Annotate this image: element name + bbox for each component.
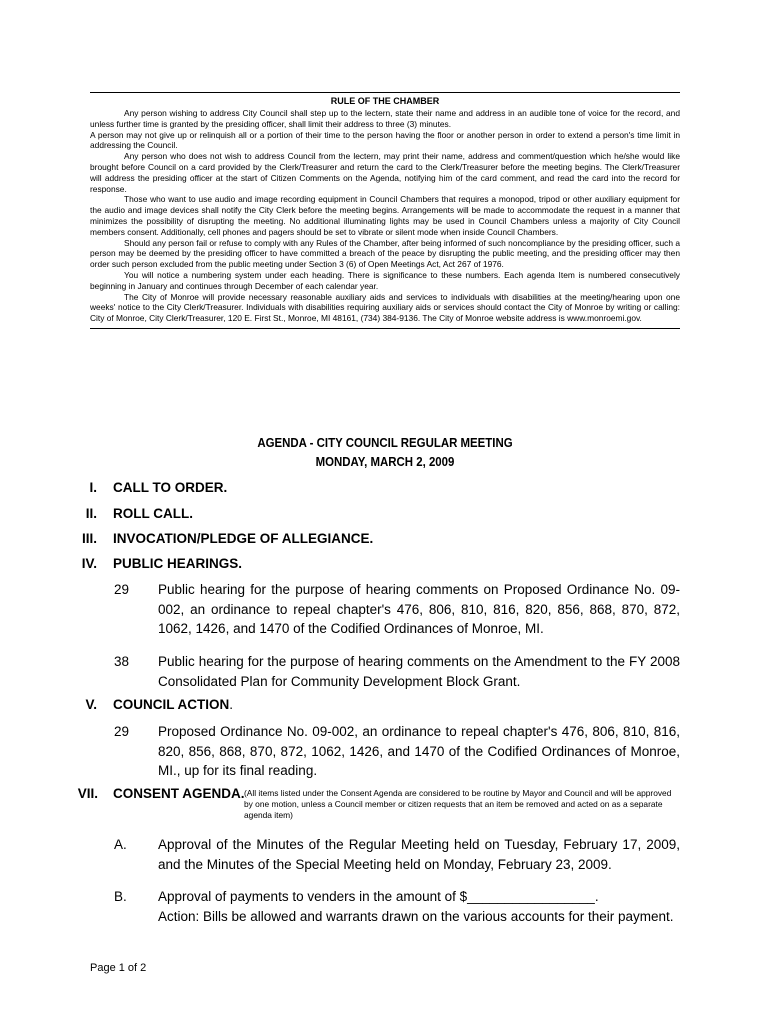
section-label: COUNCIL ACTION. xyxy=(113,697,234,712)
rules-paragraph-2: A person may not give up or relinquish all or a portion of their time to the person having the floor or another person in order to extend a person's time limit in addressing the Council. xyxy=(90,129,680,151)
payment-line: Approval of payments to venders in the amount of $_________________. xyxy=(158,889,599,904)
item-letter: B. xyxy=(114,889,127,904)
section-number: I. xyxy=(89,480,97,495)
rules-paragraph-4: Those who want to use audio and image recording equipment in Council Chambers that requires a monopod, tripod or other auxiliary equipment for the audio and image devices shall notify the City Clerk before the meeting begins. Arrangements will be made to accommodate the request in a manner that minimizes the possibility of disrupting the meeting. No additional illuminating lights may be used in Council Chambers unless a majority of City Council members consent. Additionally, cell phones and pagers should be set to vibrate or silent mode when inside Council Chambers. xyxy=(90,194,680,237)
section-number: VII. xyxy=(77,786,98,801)
agenda-title: AGENDA - CITY COUNCIL REGULAR MEETING xyxy=(257,435,513,450)
item-number: 29 xyxy=(114,724,130,739)
rules-paragraph-1: Any person wishing to address City Council shall step up to the lectern, state their name and address in an audible tone of voice for the record, and unless further time is granted by the presiding officer, shall limit their address to three (3) minutes. xyxy=(90,108,680,129)
agenda-date: MONDAY, MARCH 2, 2009 xyxy=(315,454,455,469)
section-label: CONSENT AGENDA. xyxy=(113,786,245,801)
rules-paragraph-6: You will notice a numbering system under each heading. There is significance to these numbers. Each agenda Item is numbered consecutively beginning in January and continues through December of each calendar year. xyxy=(90,269,680,291)
section-label: CALL TO ORDER. xyxy=(113,480,228,495)
section-number: II. xyxy=(85,506,97,521)
item-text: Proposed Ordinance No. 09-002, an ordinance to repeal chapter's 476, 806, 810, 816, 820, 856, 868, 870, 872, 1062, 1426, and 1470 of the Codified Ordinances of Monroe, MI., up for its final reading. xyxy=(158,724,680,778)
item-text xyxy=(158,887,680,926)
section-label: PUBLIC HEARINGS. xyxy=(113,556,243,571)
section-label: ROLL CALL. xyxy=(113,506,193,521)
item-text: Public hearing for the purpose of hearing comments on Proposed Ordinance No. 09-002, an ordinance to repeal chapter's 476, 806, 810, 816, 820, 856, 868, 870, 872, 1062, 1426, and 1470 of the Codified Ordinances of Monroe, MI. xyxy=(158,582,680,636)
page-number: Page 1 of 2 xyxy=(90,962,147,974)
rules-title: RULE OF THE CHAMBER xyxy=(330,96,440,106)
section-number: V. xyxy=(85,697,97,712)
section-number: III. xyxy=(81,531,97,546)
rules-paragraph-3: Any person who does not wish to address Council from the lectern, may print their name, address and comment/question which he/she would like brought before Council on a card provided by the Clerk/Treasurer and return the card to the Clerk/Treasurer before the meeting begins. The Clerk/Treasurer will address the presiding officer at the start of Citizen Comments on the Agenda, notifying him of the card comment, and read the card into the record for response. xyxy=(90,151,680,194)
rules-paragraph-5: Should any person fail or refuse to comply with any Rules of the Chamber, after being informed of such noncompliance by the presiding officer, such a person may be deemed by the presiding officer to have committed a breach of the peace by disrupting the public meeting, and the presiding officer may then order such person excluded from the public meeting under Section 3 (6) of Open Meetings Act, Act 267 of 1976. xyxy=(90,237,680,270)
rules-of-chamber-box xyxy=(90,92,680,329)
item-letter: A. xyxy=(114,837,127,852)
item-number: 38 xyxy=(114,654,130,669)
item-text: Public hearing for the purpose of hearing comments on the Amendment to the FY 2008 Consolidated Plan for Community Development Block Grant. xyxy=(158,654,680,689)
section-number: IV. xyxy=(81,556,97,571)
item-text: Approval of the Minutes of the Regular Meeting held on Tuesday, February 17, 2009, and the Minutes of the Special Meeting held on Monday, February 23, 2009. xyxy=(158,837,680,872)
item-number: 29 xyxy=(114,582,130,597)
section-label: INVOCATION/PLEDGE OF ALLEGIANCE. xyxy=(113,531,374,546)
action-line: Action: Bills be allowed and warrants drawn on the various accounts for their payment. xyxy=(158,908,674,924)
consent-agenda-note: (All items listed under the Consent Agenda are considered to be routine by Mayor and Council and will be approved by one motion, unless a Council member or citizen requests that an item be removed and acted on as a separate agenda item) xyxy=(244,788,672,820)
rules-paragraph-7: The City of Monroe will provide necessary reasonable auxiliary aids and services to individuals with disabilities at the meeting/hearing upon one weeks' notice to the City Clerk/Treasurer. Individuals with disabilities requiring auxiliary aids or services should contact the City of Monroe by writing or calling: City of Monroe, City Clerk/Treasurer, 120 E. First St., Monroe, MI 48161, (734) 384-9136. The City of Monroe website address is www.monroemi.gov. xyxy=(90,291,680,324)
